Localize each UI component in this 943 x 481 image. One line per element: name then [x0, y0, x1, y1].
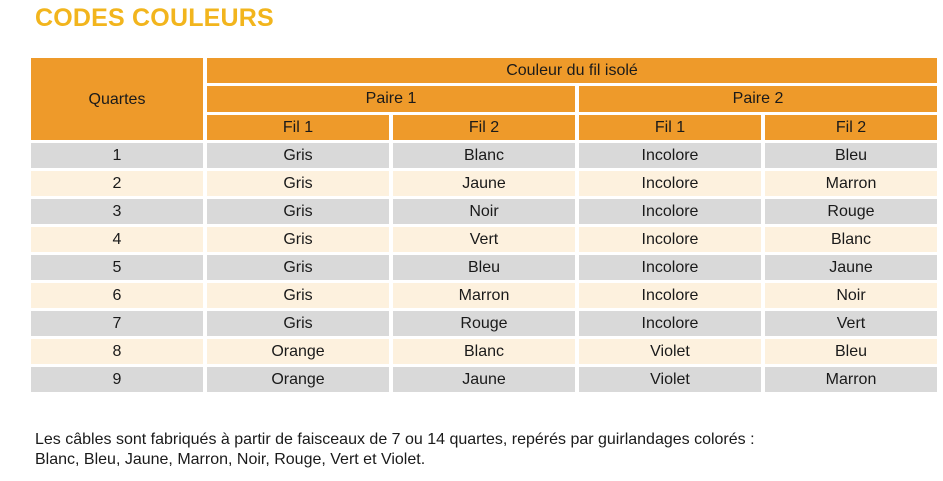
table-cell: Violet	[579, 339, 761, 364]
table-cell: Incolore	[579, 227, 761, 252]
table-row	[31, 283, 937, 308]
quarte-number: 3	[31, 199, 203, 224]
table-cell: Gris	[207, 255, 389, 280]
table-cell: Blanc	[765, 227, 937, 252]
quarte-number: 9	[31, 367, 203, 392]
table-cell: Violet	[579, 367, 761, 392]
quarte-number: 1	[31, 143, 203, 168]
wire-header: Fil 2	[393, 115, 575, 140]
table-cell: Gris	[207, 227, 389, 252]
table-cell: Incolore	[579, 143, 761, 168]
table-row	[31, 311, 937, 336]
quarte-number: 7	[31, 311, 203, 336]
table-cell: Noir	[393, 199, 575, 224]
table-cell: Blanc	[393, 143, 575, 168]
table-cell: Gris	[207, 199, 389, 224]
quarte-number: 2	[31, 171, 203, 196]
table-cell: Gris	[207, 283, 389, 308]
table-cell: Incolore	[579, 255, 761, 280]
table-cell: Bleu	[765, 339, 937, 364]
table-cell: Marron	[393, 283, 575, 308]
table-row	[31, 227, 937, 252]
table-cell: Orange	[207, 367, 389, 392]
wire-header: Fil 1	[207, 115, 389, 140]
table-row	[31, 255, 937, 280]
table-cell: Incolore	[579, 311, 761, 336]
table-cell: Rouge	[393, 311, 575, 336]
table-cell: Incolore	[579, 199, 761, 224]
pair-header-1: Paire 1	[207, 86, 575, 111]
table-row	[31, 367, 937, 392]
table-cell: Rouge	[765, 199, 937, 224]
table-cell: Incolore	[579, 283, 761, 308]
quarte-number: 6	[31, 283, 203, 308]
quarte-number: 4	[31, 227, 203, 252]
table-cell: Blanc	[393, 339, 575, 364]
table-cell: Marron	[765, 367, 937, 392]
color-code-table	[27, 55, 941, 395]
table-cell: Bleu	[393, 255, 575, 280]
quartes-header: Quartes	[31, 58, 203, 140]
table-cell: Jaune	[393, 171, 575, 196]
table-cell: Marron	[765, 171, 937, 196]
table-cell: Jaune	[765, 255, 937, 280]
main-header: Couleur du fil isolé	[207, 58, 937, 83]
table-cell: Noir	[765, 283, 937, 308]
quarte-number: 5	[31, 255, 203, 280]
pair-header-2: Paire 2	[579, 86, 937, 111]
table-row	[31, 171, 937, 196]
page-title: CODES COULEURS	[35, 4, 274, 32]
footnote-line-2: Blanc, Bleu, Jaune, Marron, Noir, Rouge, Vert et Violet.	[35, 451, 426, 468]
table-cell: Gris	[207, 143, 389, 168]
wire-header: Fil 2	[765, 115, 937, 140]
table-row	[31, 339, 937, 364]
table-cell: Incolore	[579, 171, 761, 196]
quarte-number: 8	[31, 339, 203, 364]
table-cell: Gris	[207, 171, 389, 196]
footnote-line-1: Les câbles sont fabriqués à partir de faisceaux de 7 ou 14 quartes, repérés par guirlandages colorés :	[35, 431, 755, 448]
table-cell: Jaune	[393, 367, 575, 392]
table-cell: Vert	[765, 311, 937, 336]
table-cell: Orange	[207, 339, 389, 364]
table-row	[31, 199, 937, 224]
table-row	[31, 143, 937, 168]
footnote	[35, 430, 925, 470]
wire-header: Fil 1	[579, 115, 761, 140]
table-cell: Vert	[393, 227, 575, 252]
table-cell: Bleu	[765, 143, 937, 168]
table-cell: Gris	[207, 311, 389, 336]
